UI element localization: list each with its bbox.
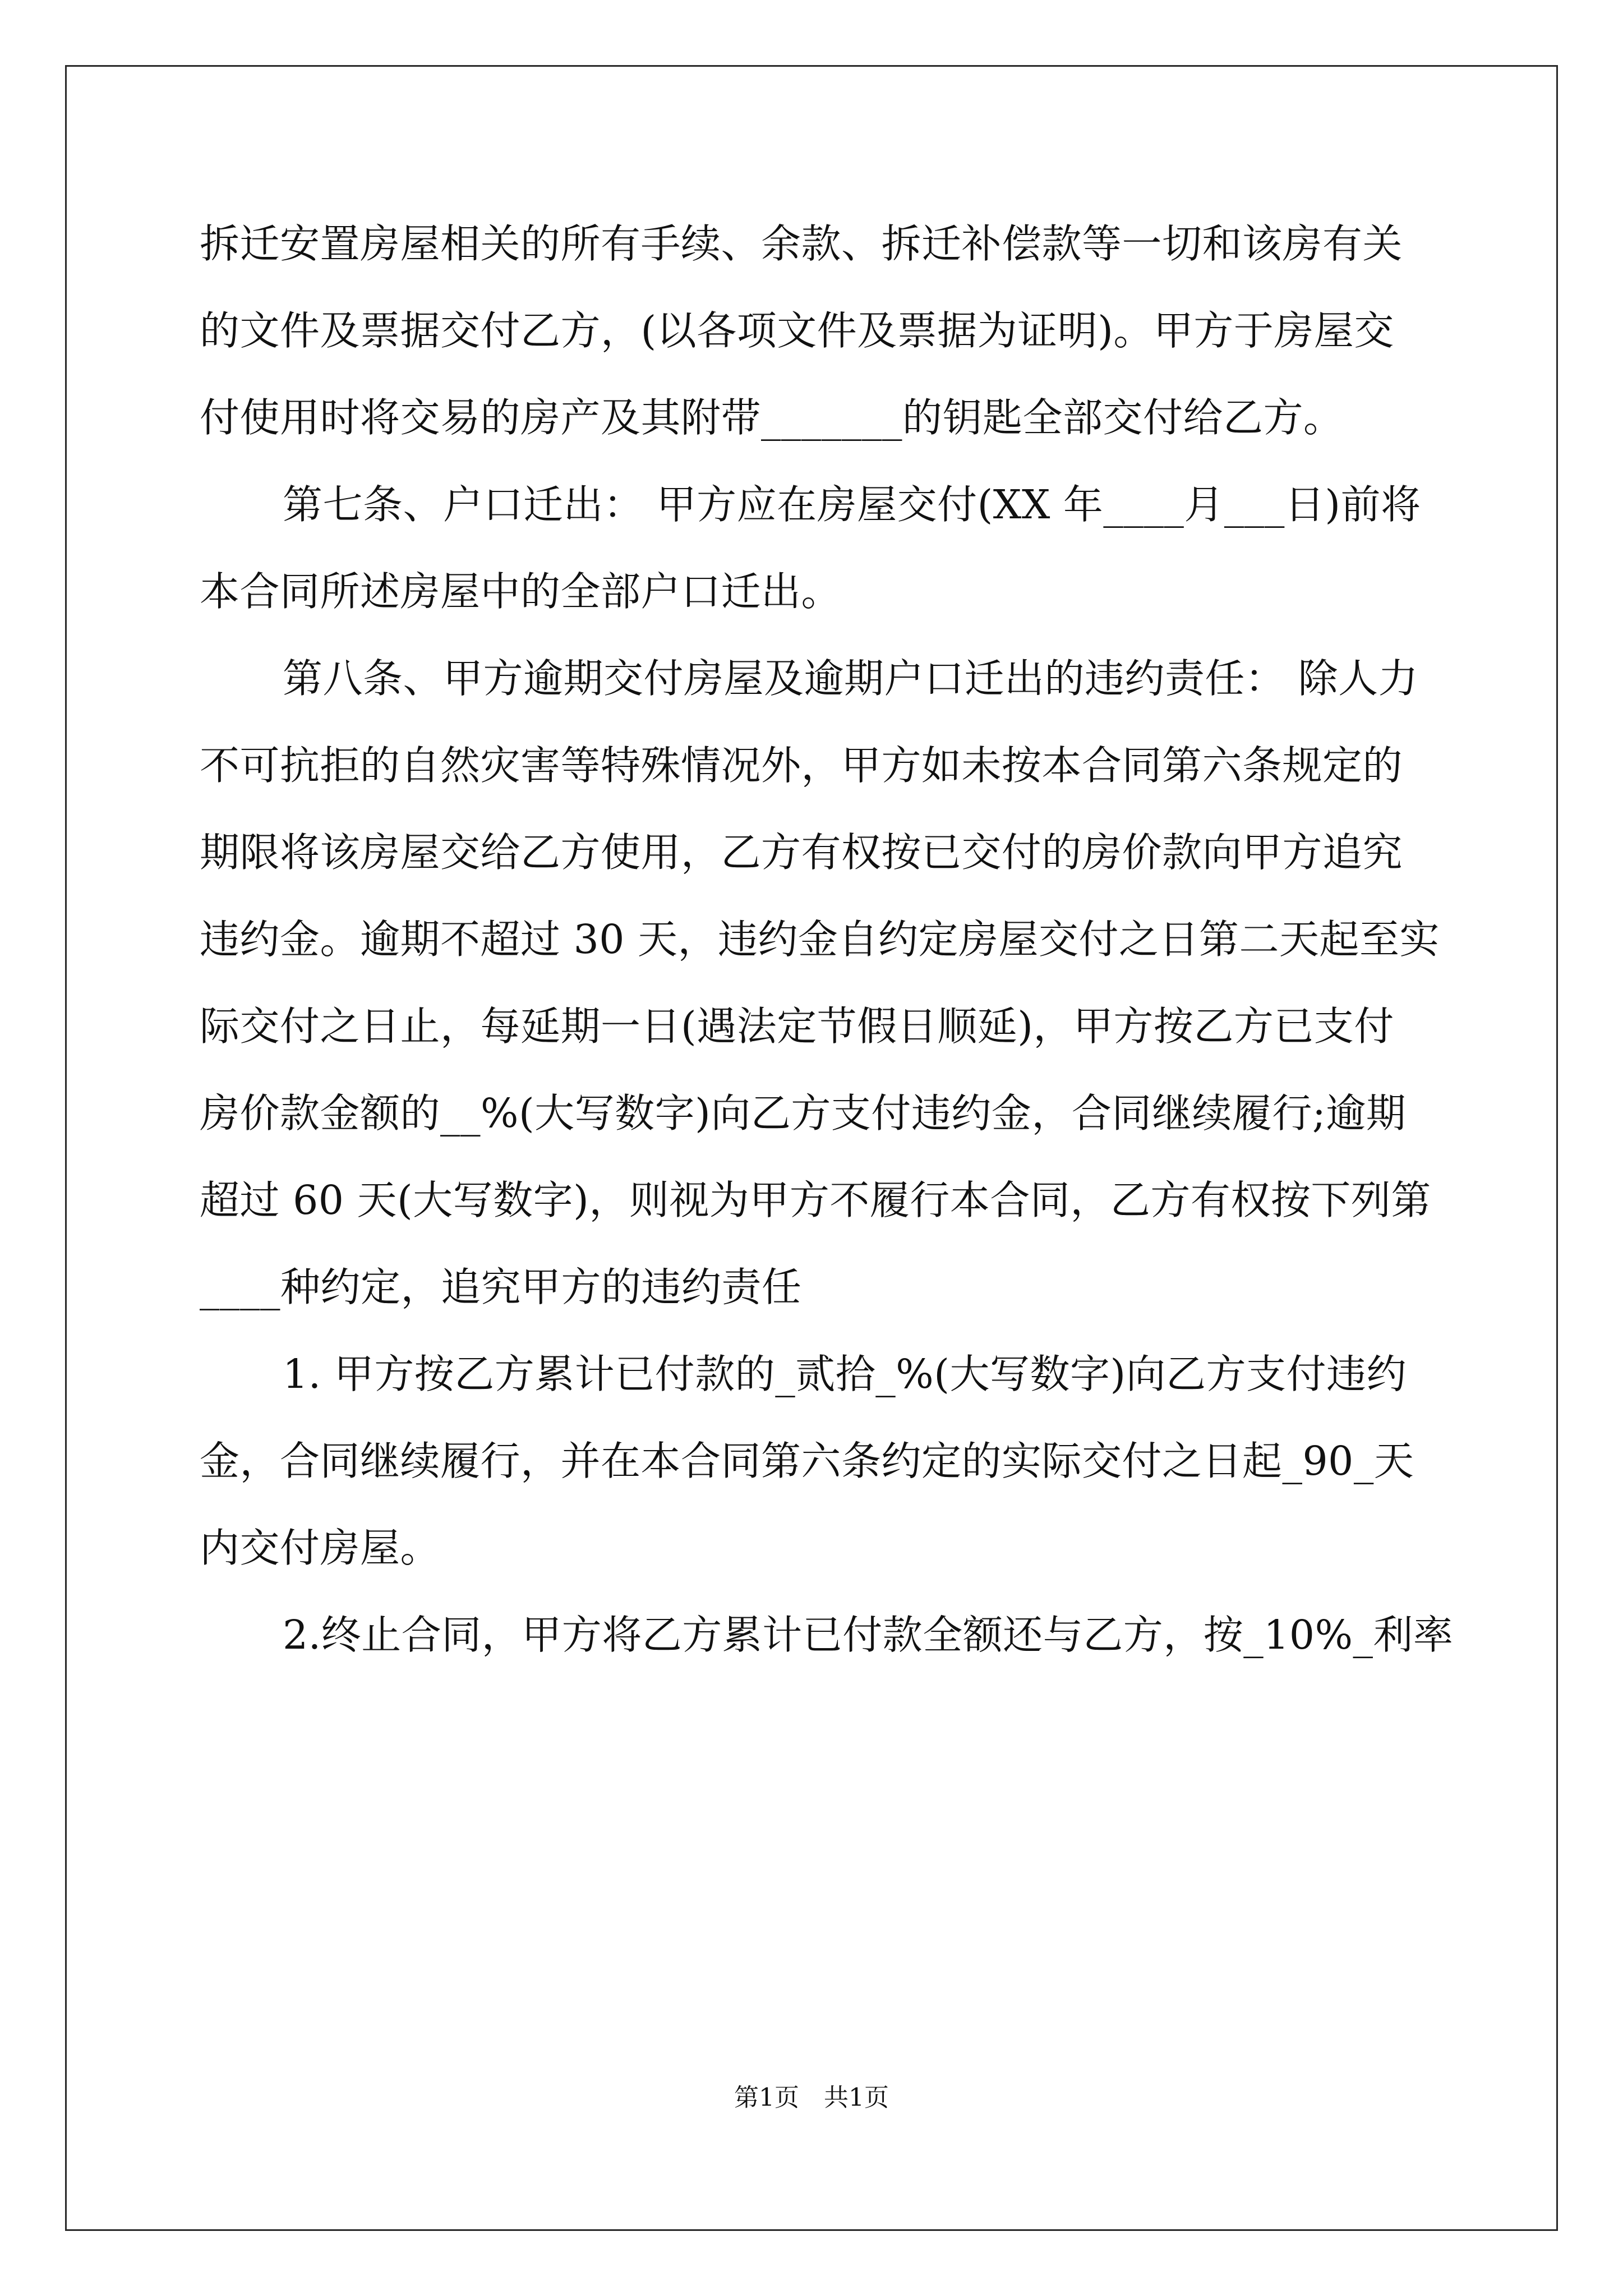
page-footer: 第1页 共1页: [734, 2083, 889, 2112]
text-line: 金，合同继续履行，并在本合同第六条约定的实际交付之日起_90_天: [200, 1438, 1414, 1484]
text-line-item-1: 1. 甲方按乙方累计已付款的_贰拾_%(大写数字)向乙方支付违约: [283, 1351, 1407, 1397]
text-line: 内交付房屋。: [200, 1525, 441, 1571]
text-line-item-2: 2.终止合同，甲方将乙方累计已付款全额还与乙方，按_10%_利率: [283, 1612, 1454, 1658]
text-line: 的文件及票据交付乙方，(以各项文件及票据为证明)。甲方于房屋交: [200, 307, 1394, 354]
text-line: 拆迁安置房屋相关的所有手续、余款、拆迁补偿款等一切和该房有关: [200, 220, 1403, 267]
text-line-article-8: 第八条、甲方逾期交付房屋及逾期户口迁出的违约责任： 除人力: [283, 655, 1419, 702]
text-line: 超过 60 天(大写数字)，则视为甲方不履行本合同，乙方有权按下列第: [200, 1177, 1431, 1223]
text-line: ____种约定，追究甲方的违约责任: [200, 1264, 802, 1310]
text-line: 付使用时将交易的房产及其附带_______的钥匙全部交付给乙方。: [200, 394, 1344, 441]
text-line-article-7: 第七条、户口迁出： 甲方应在房屋交付(XX 年____月___日)前将: [283, 481, 1421, 528]
text-line: 本合同所述房屋中的全部户口迁出。: [200, 568, 842, 615]
text-line: 违约金。逾期不超过 30 天，违约金自约定房屋交付之日第二天起至实: [200, 916, 1440, 963]
text-line: 不可抗拒的自然灾害等特殊情况外，甲方如未按本合同第六条规定的: [200, 742, 1403, 789]
text-line: 期限将该房屋交给乙方使用，乙方有权按已交付的房价款向甲方追究: [200, 829, 1403, 876]
page-border: [65, 65, 1558, 2231]
text-line: 际交付之日止，每延期一日(遇法定节假日顺延)，甲方按乙方已支付: [200, 1003, 1394, 1050]
text-line: 房价款金额的__%(大写数字)向乙方支付违约金，合同继续履行;逾期: [200, 1090, 1407, 1137]
